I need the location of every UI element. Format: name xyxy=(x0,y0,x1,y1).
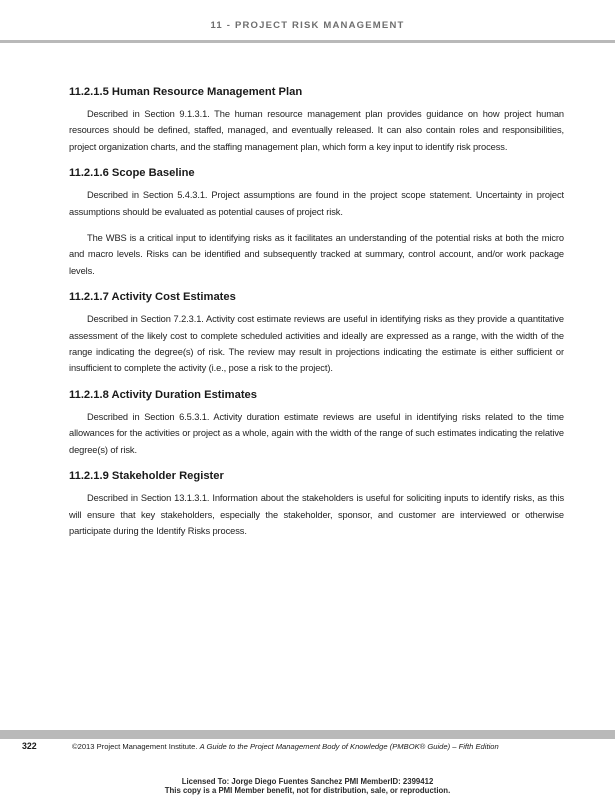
copyright: ©2013 Project Management Institute. xyxy=(72,742,198,751)
section-activity-cost xyxy=(69,291,564,377)
section-heading: 11.2.1.6 Scope Baseline xyxy=(69,167,195,180)
page-content xyxy=(69,86,564,551)
section-scope-baseline xyxy=(69,167,564,279)
section-hr-plan xyxy=(69,86,564,155)
book-title: A Guide to the Project Management Body of Knowledge (PMBOK® Guide) – Fifth Edition xyxy=(199,742,499,751)
license-notice xyxy=(0,778,615,795)
section-heading: 11.2.1.7 Activity Cost Estimates xyxy=(69,291,236,304)
section-stakeholder-register xyxy=(69,470,564,539)
paragraph: The WBS is a critical input to identifying risks as it facilitates an understanding of the potential risks at both the micro and macro levels. Risks can be identified and subsequently tracked at summary, control account, and/or work package levels. xyxy=(69,233,564,276)
paragraph: Described in Section 13.1.3.1. Information about the stakeholders is useful for soliciting inputs to identify risks, as this will ensure that key stakeholders, especially the stakeholder, sponsor, and customer are interviewed or otherwise participate during the Identify Risks process. xyxy=(69,493,564,536)
footer-citation xyxy=(72,742,499,751)
page-number: 322 xyxy=(22,741,37,751)
section-heading: 11.2.1.8 Activity Duration Estimates xyxy=(69,388,257,401)
chapter-title: 11 - PROJECT RISK MANAGEMENT xyxy=(210,20,405,31)
paragraph: Described in Section 6.5.3.1. Activity duration estimate reviews are useful in identifying risks related to the time allowances for the activities or project as a whole, again with the width of the range of such estimates indicating the relative degree(s) of risk. xyxy=(69,411,564,455)
footer-bar xyxy=(0,730,615,739)
license-line-1: Licensed To: Jorge Diego Fuentes Sanchez PMI MemberID: 2399412 xyxy=(181,777,434,786)
paragraph: Described in Section 5.4.3.1. Project assumptions are found in the project scope statement. Uncertainty in project assumptions should be evaluated as potential causes of project risk. xyxy=(69,190,564,217)
license-line-2: This copy is a PMI Member benefit, not for distribution, sale, or reproduction. xyxy=(164,785,451,795)
paragraph: Described in Section 9.1.3.1. The human resource management plan provides guidance on how project human resources should be defined, staffed, managed, and eventually released. It can also contain roles and responsibilities, project organization charts, and the staffing management plan, which form a key input to identify risk process. xyxy=(69,109,564,152)
section-activity-duration xyxy=(69,389,564,458)
paragraph: Described in Section 7.2.3.1. Activity cost estimate reviews are useful in identifying risks as they provide a quantitative assessment of the likely cost to complete scheduled activities and ideally are expressed as a range, with the width of the range indicating the degree(s) of risk. The review may result in projections indicating the estimate is either sufficient or insufficient to complete the activity (i.e., pose a risk to the project). xyxy=(69,314,564,374)
section-heading: 11.2.1.9 Stakeholder Register xyxy=(69,470,224,483)
page-header xyxy=(0,0,615,43)
section-heading: 11.2.1.5 Human Resource Management Plan xyxy=(69,86,303,98)
